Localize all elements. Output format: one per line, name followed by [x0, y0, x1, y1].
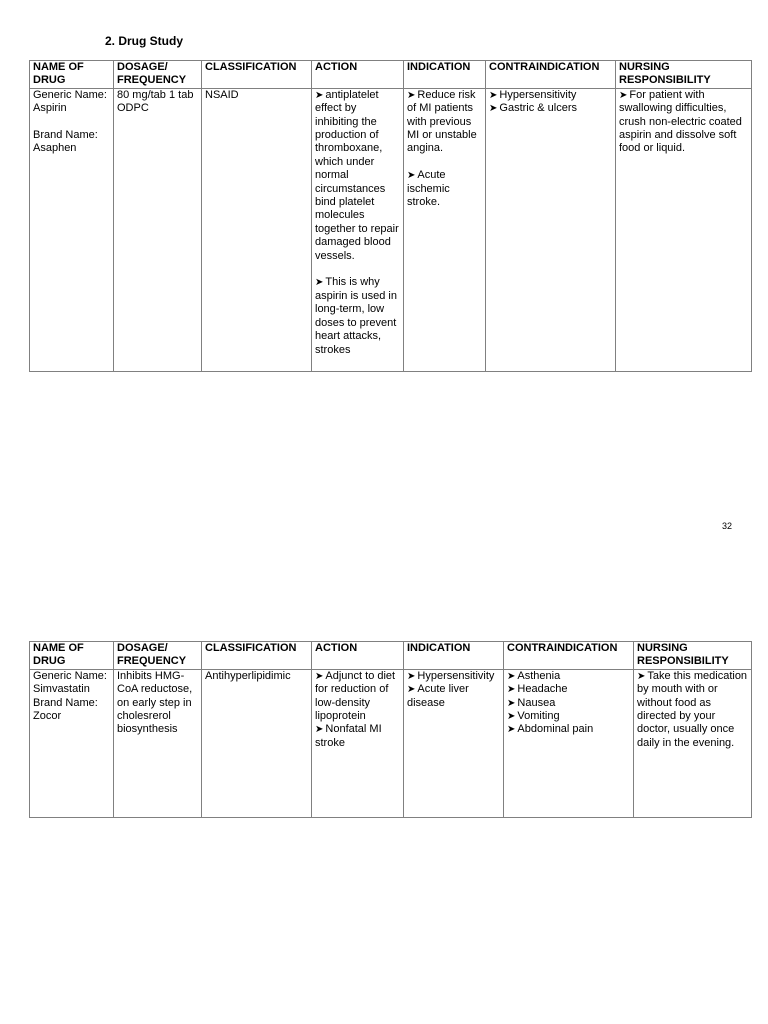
header-dosage-frequency: DOSAGE/ FREQUENCY	[114, 61, 202, 89]
contraindication-item: Gastric & ulcers	[499, 102, 578, 115]
table-header-row	[30, 61, 752, 89]
brand-name: Brand Name: Zocor	[33, 696, 98, 723]
cell-dosage: Inhibits HMG-CoA reductose, on early step in cholesrerol biosynthesis	[114, 669, 202, 817]
contraindication-item: Vomiting	[517, 710, 560, 723]
brand-name: Brand Name: Asaphen	[33, 129, 98, 155]
header-classification: CLASSIFICATION	[202, 61, 312, 89]
generic-name: Generic Name: Aspirin	[33, 88, 107, 115]
indication-item: Hypersensitivity	[417, 669, 495, 682]
arrowhead-bullet-icon: ➤	[315, 89, 324, 101]
indication-item: Reduce risk of MI patients with previous MI or unstable angina.	[407, 88, 477, 155]
cell-contraindication	[504, 669, 634, 817]
arrowhead-bullet-icon: ➤	[507, 684, 516, 696]
table-header-row	[30, 642, 752, 670]
contraindication-item: Hypersensitivity	[499, 88, 577, 101]
contraindication-item: Asthenia	[517, 669, 561, 682]
cell-action	[312, 669, 404, 817]
cell-name-of-drug	[30, 669, 114, 817]
arrowhead-bullet-icon: ➤	[407, 670, 416, 682]
header-action: ACTION	[312, 61, 404, 89]
action-item: Nonfatal MI stroke	[315, 723, 382, 749]
arrowhead-bullet-icon: ➤	[407, 684, 416, 696]
arrowhead-bullet-icon: ➤	[507, 711, 516, 723]
table-row	[30, 669, 752, 817]
arrowhead-bullet-icon: ➤	[507, 724, 516, 736]
drug-study-table-aspirin	[29, 60, 752, 372]
header-classification: CLASSIFICATION	[202, 642, 312, 670]
arrowhead-bullet-icon: ➤	[315, 277, 324, 289]
cell-contraindication	[486, 88, 616, 371]
nursing-item: Take this medication by mouth with or without food as directed by your doctor, usually once daily in the evening.	[637, 669, 748, 749]
header-name-of-drug: NAME OF DRUG	[30, 642, 114, 670]
page-number: 32	[722, 521, 733, 531]
drug-study-table-simvastatin	[29, 641, 752, 818]
cell-nursing-responsibility	[616, 88, 752, 371]
header-name-of-drug: NAME OF DRUG	[30, 61, 114, 89]
arrowhead-bullet-icon: ➤	[619, 89, 628, 101]
cell-indication	[404, 669, 504, 817]
indication-item: Acute liver disease	[407, 683, 469, 709]
cell-action	[312, 88, 404, 371]
arrowhead-bullet-icon: ➤	[489, 103, 498, 115]
header-action: ACTION	[312, 642, 404, 670]
arrowhead-bullet-icon: ➤	[637, 670, 646, 682]
arrowhead-bullet-icon: ➤	[489, 89, 498, 101]
indication-item: Acute ischemic stroke.	[407, 169, 450, 209]
contraindication-item: Abdominal pain	[517, 723, 594, 736]
cell-nursing-responsibility	[634, 669, 752, 817]
arrowhead-bullet-icon: ➤	[407, 170, 416, 182]
cell-dosage: 80 mg/tab 1 tab ODPC	[114, 88, 202, 371]
header-nursing-responsibility: NURSING RESPONSIBILITY	[634, 642, 752, 670]
action-item: antiplatelet effect by inhibiting the production of thromboxane, which under normal circumstances bind platelet molecules together to repair damaged blood vessels.	[315, 88, 399, 262]
generic-name: Generic Name: Simvastatin	[33, 669, 107, 696]
arrowhead-bullet-icon: ➤	[407, 89, 416, 101]
header-dosage-frequency: DOSAGE/ FREQUENCY	[114, 642, 202, 670]
contraindication-item: Headache	[517, 683, 568, 696]
header-indication: INDICATION	[404, 642, 504, 670]
cell-classification: Antihyperlipidimic	[202, 669, 312, 817]
arrowhead-bullet-icon: ➤	[507, 697, 516, 709]
header-indication: INDICATION	[404, 61, 486, 89]
arrowhead-bullet-icon: ➤	[315, 670, 324, 682]
cell-name-of-drug	[30, 88, 114, 371]
section-heading: 2. Drug Study	[105, 34, 184, 48]
header-contraindication: CONTRAINDICATION	[486, 61, 616, 89]
arrowhead-bullet-icon: ➤	[315, 724, 324, 736]
header-nursing-responsibility: NURSING RESPONSIBILITY	[616, 61, 752, 89]
action-item: This is why aspirin is used in long-term, low doses to prevent heart attacks, strokes	[315, 276, 397, 356]
table-row	[30, 88, 752, 371]
cell-classification: NSAID	[202, 88, 312, 371]
action-item: Adjunct to diet for reduction of low-density lipoprotein	[315, 669, 396, 723]
cell-indication	[404, 88, 486, 371]
arrowhead-bullet-icon: ➤	[507, 670, 516, 682]
nursing-item: For patient with swallowing difficulties, crush non-electric coated aspirin and dissolve soft food or liquid.	[619, 88, 742, 155]
contraindication-item: Nausea	[517, 696, 556, 709]
header-contraindication: CONTRAINDICATION	[504, 642, 634, 670]
